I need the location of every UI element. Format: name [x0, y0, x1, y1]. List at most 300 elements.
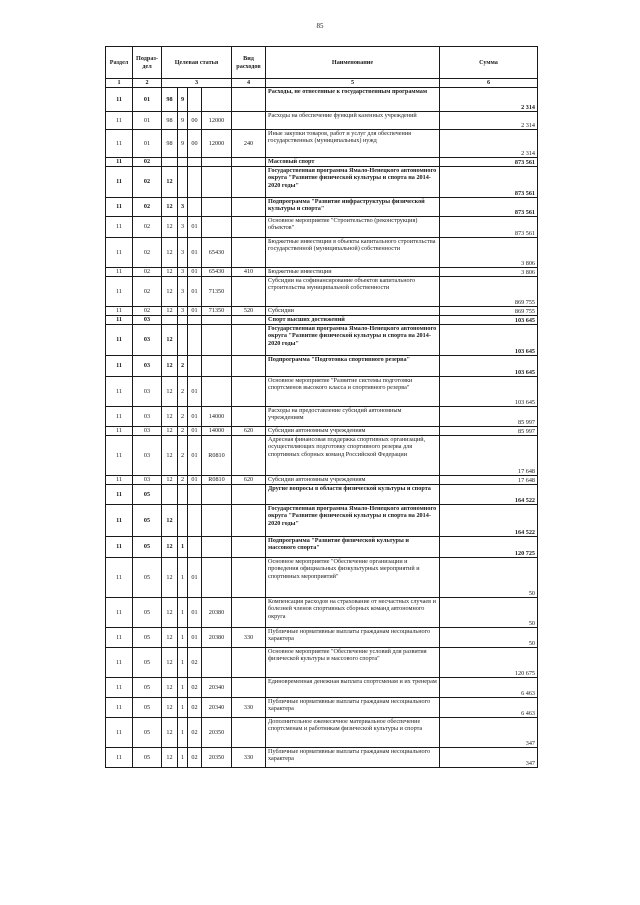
table-row: [106, 377, 538, 407]
cell-subprogram: [178, 505, 188, 537]
cell-podrazdel: 02: [133, 167, 162, 198]
cell-direction: R0810: [202, 476, 232, 485]
cell-subprogram: 1: [178, 628, 188, 648]
cell-subprogram: 1: [178, 718, 188, 748]
cell-program: 98: [162, 112, 178, 130]
cell-vid: 330: [232, 698, 266, 718]
table-row: [106, 436, 538, 476]
cell-subprogram: 2: [178, 427, 188, 436]
table-row: [106, 88, 538, 112]
cell-event: 01: [188, 377, 202, 407]
cell-vid: 620: [232, 427, 266, 436]
cell-name: Расходы на обеспечение функций казенных учреждений: [266, 112, 440, 130]
cell-direction: [202, 158, 232, 167]
cell-sum: 3 806: [440, 268, 538, 277]
cell-program: 12: [162, 748, 178, 768]
cell-razdel: 11: [106, 436, 133, 476]
cell-subprogram: 1: [178, 558, 188, 598]
cell-direction: [202, 198, 232, 217]
cell-direction: [202, 316, 232, 325]
cell-event: 01: [188, 307, 202, 316]
cell-podrazdel: 03: [133, 427, 162, 436]
cell-event: 01: [188, 598, 202, 628]
cell-podrazdel: 01: [133, 130, 162, 158]
cell-name: Государственная программа Ямало-Ненецкого автономного округа "Развитие физической культуры и спорта на 2014-2020 годы": [266, 325, 440, 356]
cell-podrazdel: 01: [133, 112, 162, 130]
cell-sum: 85 997: [440, 407, 538, 427]
cell-sum: 17 648: [440, 436, 538, 476]
cell-podrazdel: 02: [133, 238, 162, 268]
cell-name: Бюджетные инвестиции в объекты капитального строительства государственной (муниципальной) собственности: [266, 238, 440, 268]
cell-name: Дополнительное ежемесячное материальное обеспечение спортсменам и работникам физической культуры и спорта: [266, 718, 440, 748]
cell-program: [162, 158, 178, 167]
cell-direction: [202, 356, 232, 377]
cell-event: [188, 158, 202, 167]
cell-name: Компенсация расходов на страхование от несчастных случаев и болезней членов спортивных сборных команд автономного округа: [266, 598, 440, 628]
cell-program: 12: [162, 167, 178, 198]
cell-razdel: 11: [106, 356, 133, 377]
cell-sum: 873 561: [440, 217, 538, 238]
cell-podrazdel: 05: [133, 505, 162, 537]
cell-event: 00: [188, 130, 202, 158]
cell-event: [188, 88, 202, 112]
cell-vid: [232, 598, 266, 628]
cell-podrazdel: 03: [133, 316, 162, 325]
cell-vid: [232, 356, 266, 377]
cell-name: Расходы на предоставление субсидий автономным учреждениям: [266, 407, 440, 427]
cell-sum: 873 561: [440, 167, 538, 198]
cell-sum: 103 645: [440, 316, 538, 325]
cell-razdel: 11: [106, 377, 133, 407]
cell-sum: 2 314: [440, 130, 538, 158]
cell-subprogram: 2: [178, 377, 188, 407]
header-celevaya: Целевая статья: [162, 47, 232, 79]
table-row: [106, 356, 538, 377]
cell-name: Субсидии автономным учреждениям: [266, 427, 440, 436]
cell-subprogram: 3: [178, 198, 188, 217]
table-row: [106, 537, 538, 558]
cell-subprogram: [178, 167, 188, 198]
cell-razdel: 11: [106, 112, 133, 130]
table-row: [106, 167, 538, 198]
cell-podrazdel: 02: [133, 277, 162, 307]
cell-name: Спорт высших достижений: [266, 316, 440, 325]
cell-sum: 164 522: [440, 485, 538, 505]
cell-podrazdel: 02: [133, 198, 162, 217]
col-number: 5: [266, 79, 440, 88]
cell-vid: [232, 505, 266, 537]
cell-subprogram: 9: [178, 88, 188, 112]
cell-sum: 6 463: [440, 678, 538, 698]
cell-vid: [232, 316, 266, 325]
cell-name: Основное мероприятие "Строительство (реконструкция) объектов": [266, 217, 440, 238]
cell-vid: [232, 407, 266, 427]
cell-subprogram: 1: [178, 678, 188, 698]
cell-program: [162, 316, 178, 325]
cell-sum: 869 755: [440, 307, 538, 316]
cell-sum: 869 755: [440, 277, 538, 307]
cell-event: [188, 485, 202, 505]
cell-direction: [202, 167, 232, 198]
cell-event: 01: [188, 558, 202, 598]
cell-program: 12: [162, 628, 178, 648]
cell-direction: [202, 485, 232, 505]
cell-name: Публичные нормативные выплаты гражданам несоциального характера: [266, 748, 440, 768]
cell-razdel: 11: [106, 598, 133, 628]
cell-sum: 2 314: [440, 88, 538, 112]
cell-podrazdel: 03: [133, 356, 162, 377]
cell-sum: 103 645: [440, 356, 538, 377]
cell-program: 12: [162, 307, 178, 316]
cell-vid: [232, 537, 266, 558]
cell-podrazdel: 03: [133, 407, 162, 427]
cell-subprogram: 1: [178, 698, 188, 718]
cell-razdel: 11: [106, 505, 133, 537]
cell-direction: 20380: [202, 598, 232, 628]
cell-event: [188, 198, 202, 217]
cell-razdel: 11: [106, 238, 133, 268]
cell-razdel: 11: [106, 198, 133, 217]
budget-table: [105, 46, 538, 768]
cell-razdel: 11: [106, 130, 133, 158]
cell-vid: [232, 648, 266, 678]
col-number: 4: [232, 79, 266, 88]
cell-direction: 14000: [202, 407, 232, 427]
table-row: [106, 476, 538, 485]
cell-program: 12: [162, 217, 178, 238]
cell-event: 01: [188, 427, 202, 436]
cell-vid: 620: [232, 476, 266, 485]
column-number-row: [106, 79, 538, 88]
cell-event: [188, 537, 202, 558]
cell-event: 02: [188, 748, 202, 768]
cell-direction: [202, 377, 232, 407]
cell-podrazdel: 05: [133, 598, 162, 628]
cell-vid: [232, 377, 266, 407]
cell-razdel: 11: [106, 158, 133, 167]
cell-razdel: 11: [106, 167, 133, 198]
col-number: 1: [106, 79, 133, 88]
cell-direction: 12000: [202, 112, 232, 130]
cell-program: 12: [162, 277, 178, 307]
cell-event: 01: [188, 628, 202, 648]
cell-name: Расходы, не отнесенные к государственным программам: [266, 88, 440, 112]
cell-sum: 103 645: [440, 325, 538, 356]
cell-sum: 50: [440, 598, 538, 628]
cell-direction: 20380: [202, 628, 232, 648]
table-row: [106, 238, 538, 268]
cell-name: Массовый спорт: [266, 158, 440, 167]
cell-subprogram: 3: [178, 217, 188, 238]
cell-program: 12: [162, 268, 178, 277]
cell-vid: 240: [232, 130, 266, 158]
cell-razdel: 11: [106, 748, 133, 768]
cell-program: 12: [162, 356, 178, 377]
cell-razdel: 11: [106, 316, 133, 325]
cell-name: Иные закупки товаров, работ и услуг для обеспечения государственных (муниципальных) нужд: [266, 130, 440, 158]
cell-subprogram: 1: [178, 598, 188, 628]
cell-vid: [232, 718, 266, 748]
cell-podrazdel: 02: [133, 307, 162, 316]
cell-name: Подпрограмма "Подготовка спортивного резерва": [266, 356, 440, 377]
cell-subprogram: 9: [178, 130, 188, 158]
table-row: [106, 325, 538, 356]
header-vid: Вид расходов: [232, 47, 266, 79]
header-razdel: Раздел: [106, 47, 133, 79]
cell-direction: [202, 325, 232, 356]
cell-sum: 3 806: [440, 238, 538, 268]
cell-program: 98: [162, 88, 178, 112]
cell-subprogram: 3: [178, 268, 188, 277]
cell-vid: [232, 558, 266, 598]
cell-program: 12: [162, 198, 178, 217]
cell-event: 02: [188, 648, 202, 678]
cell-program: 12: [162, 436, 178, 476]
cell-vid: 330: [232, 628, 266, 648]
cell-razdel: 11: [106, 485, 133, 505]
cell-vid: [232, 325, 266, 356]
page-number: 85: [316, 22, 324, 30]
table-row: [106, 678, 538, 698]
cell-podrazdel: 05: [133, 648, 162, 678]
cell-razdel: 11: [106, 325, 133, 356]
cell-razdel: 11: [106, 217, 133, 238]
cell-name: Единовременная денежная выплата спортсменам и их тренерам: [266, 678, 440, 698]
cell-podrazdel: 05: [133, 698, 162, 718]
cell-vid: 520: [232, 307, 266, 316]
cell-subprogram: 3: [178, 307, 188, 316]
cell-subprogram: 1: [178, 648, 188, 678]
table-row: [106, 198, 538, 217]
table-row: [106, 718, 538, 748]
cell-podrazdel: 03: [133, 436, 162, 476]
cell-name: Адресная финансовая поддержка спортивных организаций, осуществляющих подготовку спортивного резерва для спортивных сборных команд Российской Федерации: [266, 436, 440, 476]
cell-direction: 12000: [202, 130, 232, 158]
cell-sum: 120 725: [440, 537, 538, 558]
cell-sum: 17 648: [440, 476, 538, 485]
cell-event: 01: [188, 476, 202, 485]
cell-razdel: 11: [106, 718, 133, 748]
cell-program: 12: [162, 598, 178, 628]
cell-sum: 2 314: [440, 112, 538, 130]
cell-sum: 103 645: [440, 377, 538, 407]
cell-subprogram: 2: [178, 476, 188, 485]
cell-program: 12: [162, 648, 178, 678]
cell-subprogram: [178, 485, 188, 505]
cell-razdel: 11: [106, 277, 133, 307]
cell-program: 12: [162, 427, 178, 436]
cell-podrazdel: 05: [133, 628, 162, 648]
cell-name: Субсидии автономным учреждениям: [266, 476, 440, 485]
cell-name: Субсидии: [266, 307, 440, 316]
cell-vid: [232, 158, 266, 167]
cell-subprogram: 2: [178, 356, 188, 377]
cell-podrazdel: 03: [133, 476, 162, 485]
cell-event: 01: [188, 268, 202, 277]
cell-direction: [202, 505, 232, 537]
cell-sum: 873 561: [440, 198, 538, 217]
cell-program: 12: [162, 718, 178, 748]
cell-direction: R0810: [202, 436, 232, 476]
col-number: 3: [162, 79, 232, 88]
cell-name: Бюджетные инвестиции: [266, 268, 440, 277]
cell-event: 01: [188, 277, 202, 307]
table-row: [106, 112, 538, 130]
cell-program: 12: [162, 537, 178, 558]
cell-program: 12: [162, 678, 178, 698]
cell-podrazdel: 02: [133, 217, 162, 238]
cell-subprogram: 3: [178, 277, 188, 307]
cell-subprogram: 9: [178, 112, 188, 130]
table-body: [106, 88, 538, 768]
table-row: [106, 558, 538, 598]
cell-program: 12: [162, 407, 178, 427]
table-row: [106, 158, 538, 167]
cell-event: 01: [188, 436, 202, 476]
cell-podrazdel: 05: [133, 678, 162, 698]
cell-program: 12: [162, 698, 178, 718]
table-row: [106, 598, 538, 628]
cell-name: Основное мероприятие "Обеспечение условий для развития физической культуры и массового спорта": [266, 648, 440, 678]
cell-podrazdel: 05: [133, 558, 162, 598]
cell-sum: 50: [440, 628, 538, 648]
table-row: [106, 130, 538, 158]
cell-subprogram: 1: [178, 748, 188, 768]
cell-sum: 6 463: [440, 698, 538, 718]
table-row: [106, 407, 538, 427]
table-row: [106, 485, 538, 505]
cell-direction: 20340: [202, 698, 232, 718]
cell-razdel: 11: [106, 88, 133, 112]
cell-event: [188, 325, 202, 356]
cell-direction: [202, 648, 232, 678]
cell-subprogram: [178, 316, 188, 325]
table-row: [106, 628, 538, 648]
cell-podrazdel: 01: [133, 88, 162, 112]
cell-subprogram: 1: [178, 537, 188, 558]
cell-event: 01: [188, 217, 202, 238]
cell-direction: 20340: [202, 678, 232, 698]
cell-program: 12: [162, 325, 178, 356]
cell-direction: 65430: [202, 238, 232, 268]
table-row: [106, 505, 538, 537]
cell-vid: 410: [232, 268, 266, 277]
cell-name: Субсидии на софинансирование объектов капитального строительства муниципальной собственности: [266, 277, 440, 307]
cell-sum: 50: [440, 558, 538, 598]
cell-vid: [232, 436, 266, 476]
cell-razdel: 11: [106, 648, 133, 678]
cell-podrazdel: 03: [133, 325, 162, 356]
cell-event: [188, 167, 202, 198]
table-row: [106, 748, 538, 768]
cell-podrazdel: 05: [133, 485, 162, 505]
cell-name: Подпрограмма "Развитие инфраструктуры физической культуры и спорта": [266, 198, 440, 217]
cell-name: Публичные нормативные выплаты гражданам несоциального характера: [266, 698, 440, 718]
table-row: [106, 217, 538, 238]
cell-event: [188, 316, 202, 325]
cell-razdel: 11: [106, 537, 133, 558]
table-row: [106, 268, 538, 277]
cell-razdel: 11: [106, 268, 133, 277]
table-row: [106, 277, 538, 307]
cell-podrazdel: 05: [133, 718, 162, 748]
header-name: Наименование: [266, 47, 440, 79]
cell-vid: [232, 88, 266, 112]
cell-event: 01: [188, 238, 202, 268]
cell-program: 12: [162, 377, 178, 407]
cell-direction: [202, 558, 232, 598]
table-row: [106, 316, 538, 325]
cell-name: Подпрограмма "Развитие физической культуры и массового спорта": [266, 537, 440, 558]
table-row: [106, 307, 538, 316]
cell-direction: [202, 88, 232, 112]
cell-sum: 873 561: [440, 158, 538, 167]
cell-sum: 85 997: [440, 427, 538, 436]
cell-program: 12: [162, 505, 178, 537]
col-number: 2: [133, 79, 162, 88]
cell-event: 00: [188, 112, 202, 130]
cell-sum: 347: [440, 748, 538, 768]
cell-podrazdel: 02: [133, 268, 162, 277]
cell-direction: 20350: [202, 748, 232, 768]
cell-direction: 71350: [202, 277, 232, 307]
cell-podrazdel: 02: [133, 158, 162, 167]
cell-razdel: 11: [106, 698, 133, 718]
cell-name: Государственная программа Ямало-Ненецкого автономного округа "Развитие физической культуры и спорта на 2014-2020 годы": [266, 505, 440, 537]
table-row: [106, 427, 538, 436]
cell-event: [188, 505, 202, 537]
cell-vid: [232, 217, 266, 238]
cell-direction: 14000: [202, 427, 232, 436]
cell-vid: [232, 277, 266, 307]
col-number: 6: [440, 79, 538, 88]
cell-vid: [232, 678, 266, 698]
header-podrazdel: Подраз-дел: [133, 47, 162, 79]
cell-direction: [202, 217, 232, 238]
cell-program: 12: [162, 558, 178, 598]
cell-program: 12: [162, 238, 178, 268]
cell-name: Другие вопросы в области физической культуры и спорта: [266, 485, 440, 505]
cell-event: 01: [188, 407, 202, 427]
cell-sum: 347: [440, 718, 538, 748]
table-row: [106, 698, 538, 718]
cell-vid: [232, 238, 266, 268]
cell-podrazdel: 05: [133, 748, 162, 768]
cell-vid: [232, 112, 266, 130]
cell-razdel: 11: [106, 476, 133, 485]
cell-name: Государственная программа Ямало-Ненецкого автономного округа "Развитие физической культуры и спорта на 2014-2020 годы": [266, 167, 440, 198]
cell-subprogram: 2: [178, 436, 188, 476]
header-sum: Сумма: [440, 47, 538, 79]
cell-sum: 164 522: [440, 505, 538, 537]
cell-event: 02: [188, 718, 202, 748]
cell-sum: 120 675: [440, 648, 538, 678]
cell-subprogram: [178, 158, 188, 167]
cell-direction: 71350: [202, 307, 232, 316]
cell-direction: 65430: [202, 268, 232, 277]
cell-program: [162, 485, 178, 505]
cell-vid: 330: [232, 748, 266, 768]
cell-subprogram: 3: [178, 238, 188, 268]
cell-vid: [232, 485, 266, 505]
cell-program: 12: [162, 476, 178, 485]
cell-razdel: 11: [106, 628, 133, 648]
cell-direction: [202, 537, 232, 558]
cell-event: [188, 356, 202, 377]
cell-name: Основное мероприятие "Обеспечение организации и проведения официальных физкультурных мероприятий и спортивных мероприятий": [266, 558, 440, 598]
cell-vid: [232, 167, 266, 198]
cell-razdel: 11: [106, 427, 133, 436]
